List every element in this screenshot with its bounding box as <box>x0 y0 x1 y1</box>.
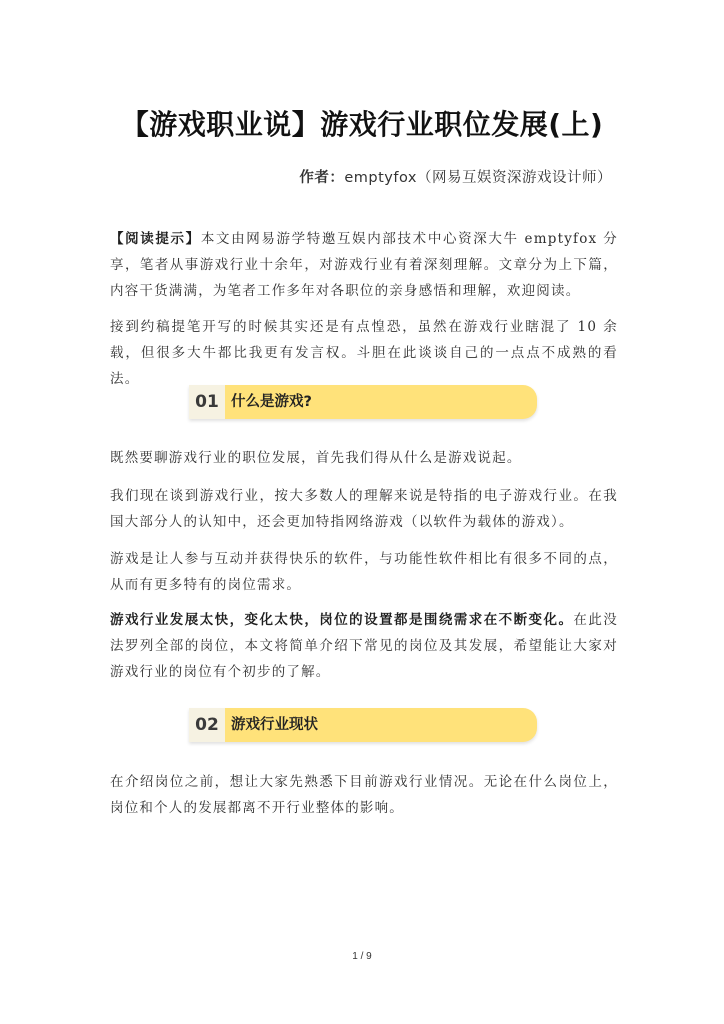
section-1-paragraph-4 <box>110 607 618 685</box>
reading-hint-label: 【阅读提示】 <box>110 231 201 247</box>
section-1-paragraph-2: 我们现在谈到游戏行业，按大多数人的理解来说是特指的电子游戏行业。在我国大部分人的认知中，还会更加特指网络游戏（以软件为载体的游戏）。 <box>110 488 618 530</box>
reading-hint-paragraph <box>110 226 618 304</box>
emphasis-rest: 在此没法罗列全部的岗位，本文将简单介绍下常见的岗位及其发展，希望能让大家对游戏行业的岗位有个初步的了解。 <box>110 612 618 680</box>
author-line <box>299 166 612 187</box>
section-header-01 <box>189 385 537 419</box>
section-1-paragraph-3: 游戏是让人参与互动并获得快乐的软件，与功能性软件相比有很多不同的点，从而有更多特有的岗位需求。 <box>110 551 618 593</box>
author-name: emptyfox（网易互娱资深游戏设计师） <box>344 170 612 186</box>
section-1-paragraph-1: 既然要聊游戏行业的职位发展，首先我们得从什么是游戏说起。 <box>110 450 522 466</box>
author-label: 作者： <box>299 170 345 186</box>
section-number: 01 <box>189 385 225 419</box>
section-header-02 <box>189 708 537 742</box>
section-heading: 什么是游戏? <box>231 394 312 410</box>
emphasis-text: 游戏行业发展太快，变化太快，岗位的设置都是围绕需求在不断变化。 <box>110 612 574 628</box>
page-number: 1 / 9 <box>352 951 372 962</box>
page-title: 【游戏职业说】游戏行业职位发展(上) <box>120 108 604 141</box>
intro-paragraph: 接到约稿提笔开写的时候其实还是有点惶恐，虽然在游戏行业瞎混了 10 余载，但很多大牛都比我更有发言权。斗胆在此谈谈自己的一点点不成熟的看法。 <box>110 319 618 387</box>
section-2-paragraph-1: 在介绍岗位之前，想让大家先熟悉下目前游戏行业情况。无论在什么岗位上，岗位和个人的发展都离不开行业整体的影响。 <box>110 774 618 816</box>
section-number: 02 <box>189 708 225 742</box>
section-heading: 游戏行业现状 <box>231 717 318 733</box>
reading-hint-text: 本文由网易游学特邀互娱内部技术中心资深大牛 emptyfox 分享，笔者从事游戏行业十余年，对游戏行业有着深刻理解。文章分为上下篇，内容干货满满，为笔者工作多年对各职位的亲身感悟和理解，欢迎阅读。 <box>110 231 618 299</box>
